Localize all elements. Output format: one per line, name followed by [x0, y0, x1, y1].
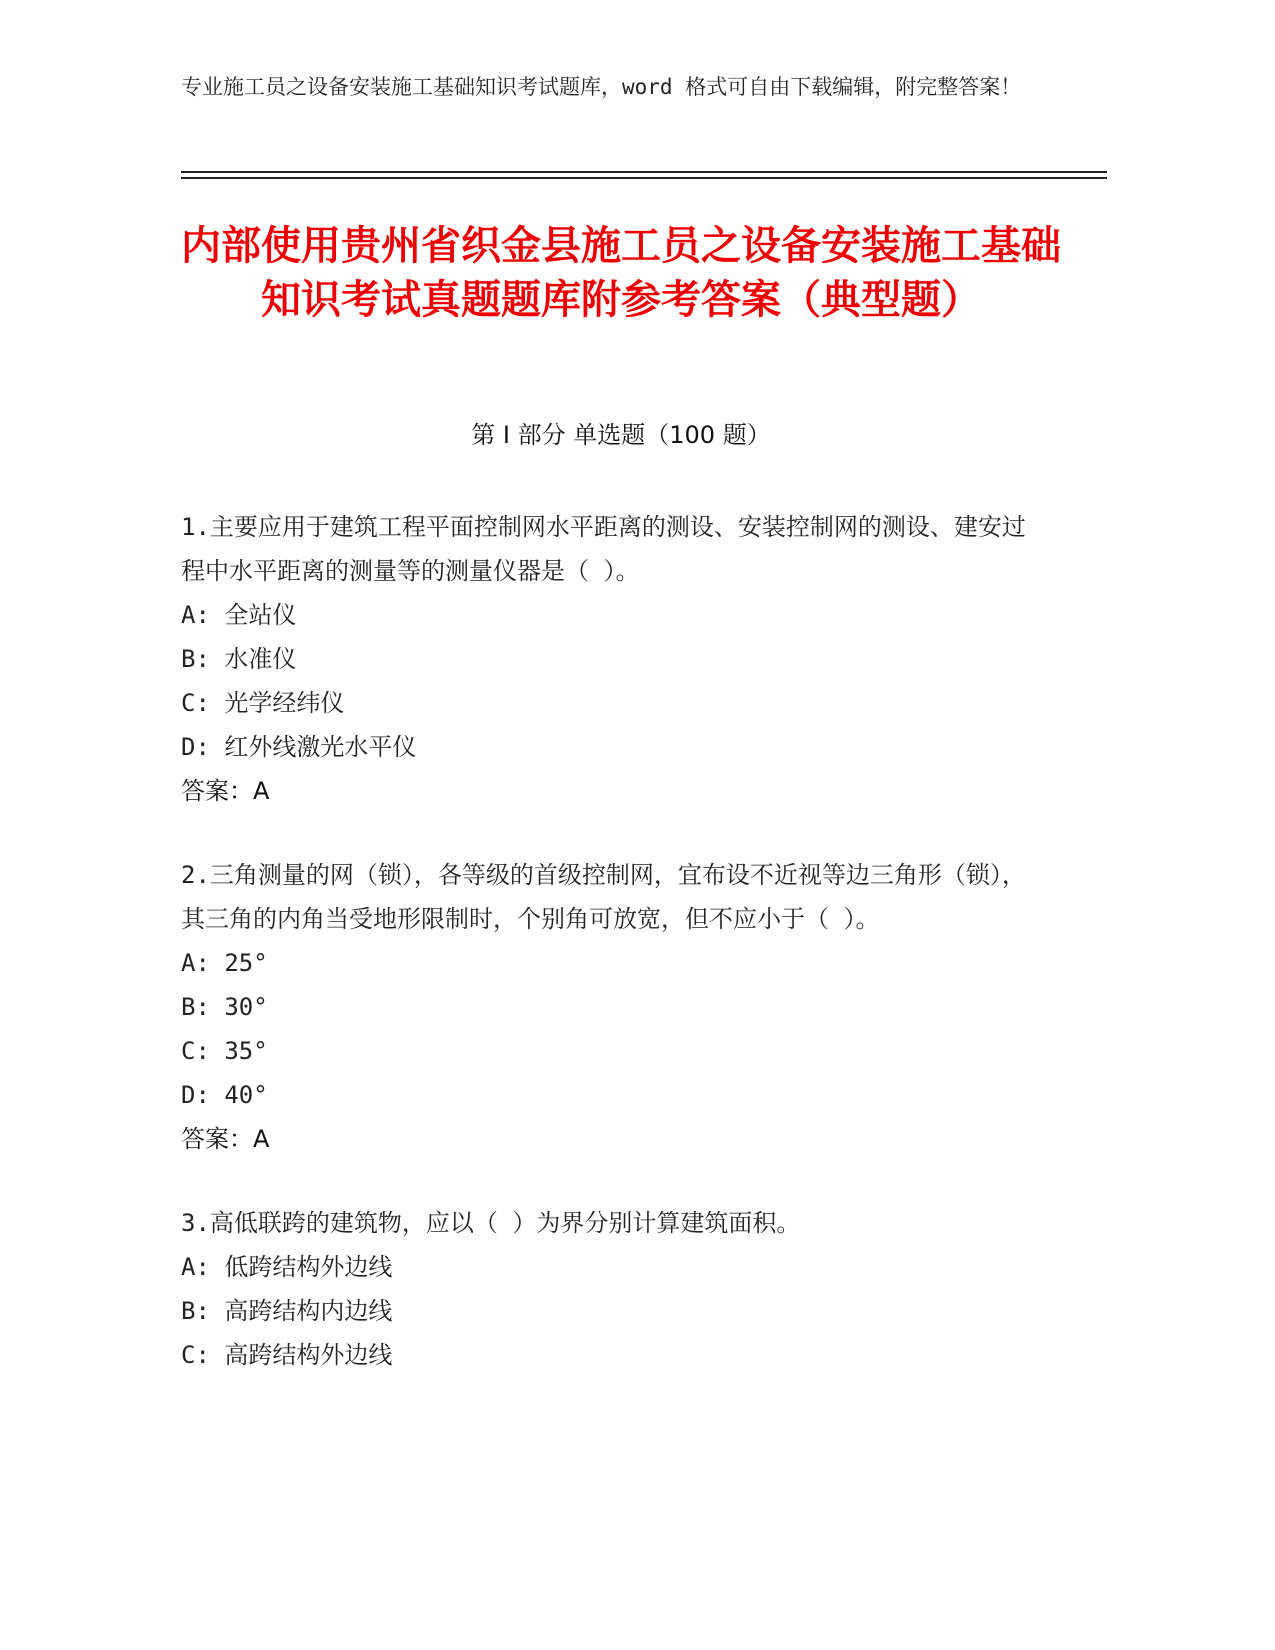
- header-note: 专业施工员之设备安装施工基础知识考试题库，word 格式可自由下载编辑，附完整答案！: [181, 75, 1022, 99]
- question-1: [181, 505, 1031, 813]
- option-b: B: 水准仪: [181, 645, 297, 673]
- option-b: B: 30°: [181, 993, 268, 1021]
- option-a: A: 低跨结构外边线: [181, 1253, 393, 1281]
- option-a: A: 25°: [181, 949, 268, 977]
- question-list: [181, 505, 1031, 1417]
- document-title: 内部使用贵州省织金县施工员之设备安装施工基础知识考试真题题库附参考答案（典型题）: [181, 223, 1061, 323]
- option-d: D: 红外线激光水平仪: [181, 733, 417, 761]
- section-heading: 第 I 部分 单选题（100 题）: [471, 421, 771, 449]
- question-stem: 1.主要应用于建筑工程平面控制网水平距离的测设、安装控制网的测设、建安过程中水平距离的测量等的测量仪器是（ ）。: [181, 513, 1026, 585]
- question-stem: 3.高低联跨的建筑物，应以（ ）为界分别计算建筑面积。: [181, 1209, 801, 1237]
- answer: 答案：A: [181, 1125, 270, 1153]
- option-b: B: 高跨结构内边线: [181, 1297, 393, 1325]
- question-stem: 2.三角测量的网（锁），各等级的首级控制网，宜布设不近视等边三角形（锁），其三角的内角当受地形限制时，个别角可放宽，但不应小于（ ）。: [181, 861, 1026, 933]
- header-divider-top: [181, 171, 1107, 173]
- question-3: [181, 1201, 1031, 1377]
- option-c: C: 35°: [181, 1037, 268, 1065]
- header-divider-bottom: [181, 177, 1107, 179]
- option-c: C: 高跨结构外边线: [181, 1341, 393, 1369]
- option-d: D: 40°: [181, 1081, 268, 1109]
- answer: 答案：A: [181, 777, 270, 805]
- option-c: C: 光学经纬仪: [181, 689, 345, 717]
- option-a: A: 全站仪: [181, 601, 297, 629]
- question-2: [181, 853, 1031, 1161]
